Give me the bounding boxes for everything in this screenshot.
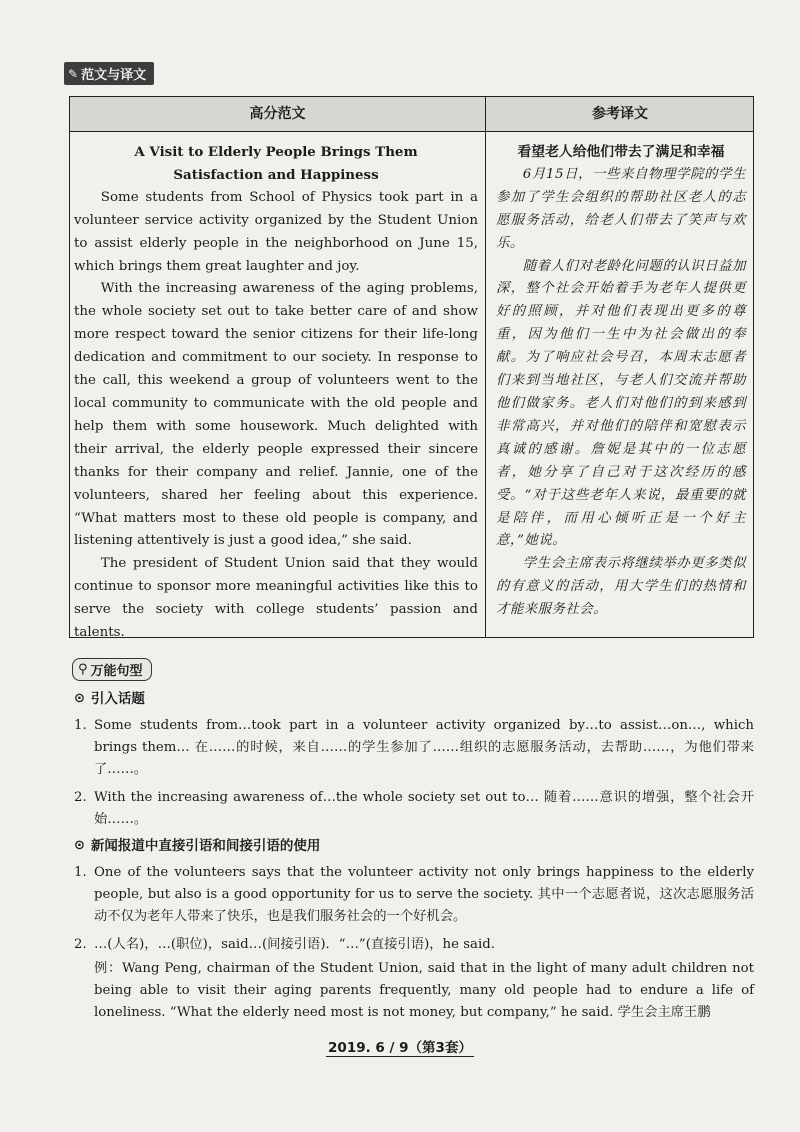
translation-paragraph-3: 学生会主席表示将继续举办更多类似的有意义的活动，用大学生们的热情和才能来服务社会。 [496, 556, 746, 618]
header-right: 参考译文 [592, 106, 648, 122]
essay-paragraph-3: The president of Student Union said that they would continue to sponsor more meaningful activities like this to serve the society with college students’ passion and talents. [74, 556, 478, 641]
example-item [74, 958, 754, 1024]
translation-paragraph-2: 随着人们对老龄化问题的认识日益加深，整个社会开始着手为老年人提供更好的照顾，并对他们表现出更多的尊重，因为他们一生中为社会做出的奉献。为了响应社会号召，本周末志愿者们来到当地社区，与老人们交流并帮助他们做家务。老人们对他们的到来感到非常高兴，并对他们的陪伴和宽慰表示真诚的感谢。詹妮是其中的一位志愿者，她分享了自己对于这次经历的感受。“对于这些老年人来说，最重要的就是陪伴，而用心倾听正是一个好主意，”她说。 [496, 258, 746, 549]
list-item [74, 787, 754, 831]
patterns-tag-label: 万能句型 [90, 664, 143, 679]
chinese-translation [496, 141, 746, 622]
example-text: 例：Wang Peng, chairman of the Student Union, said that in the light of many adult children not being able to visit their aging parents frequently, many old people had to endure a life of loneliness. “What the elderly need most is not money, but company,” he said. 学生会主席王鹏 [94, 961, 754, 1020]
item-text: With the increasing awareness of…the whole society set out to… 随着……意识的增强，整个社会开始……。 [94, 790, 754, 827]
item-text: …(人名)，…(职位)，said…(间接引语)．“…”(直接引语)，he said. [94, 937, 495, 952]
item-text: One of the volunteers says that the volunteer activity not only brings happiness to the elderly people, but also is a good opportunity for us to serve the society. 其中一个志愿者说，这次志愿服务活动不仅为老年人带来了快乐，也是我们服务社会的一个好机会。 [94, 865, 754, 924]
header-left: 高分范文 [249, 106, 306, 122]
magnifier-icon: ⚲ [78, 662, 88, 677]
list-item [74, 862, 754, 928]
heading-intro-topic-label: 引入话题 [90, 691, 145, 707]
page-footer [0, 1036, 800, 1056]
target-icon: ⊙ [74, 838, 85, 853]
list-item [74, 934, 754, 956]
item-number: 2. [74, 790, 87, 805]
essay-paragraph-1: Some students from School of Physics took part in a volunteer service activity organized by the Student Union to assist elderly people in the neighborhood on June 15, which brings them great laughter and joy. [74, 189, 478, 274]
heading-quotes [74, 835, 754, 857]
pattern-section-1 [74, 688, 754, 831]
patterns-tag [72, 658, 152, 681]
item-text: Some students from…took part in a volunteer activity organized by…to assist…on…, which brings them… 在……的时候，来自……的学生参加了……组织的志愿服务活动，去帮助……，为他们带来了……。 [94, 718, 754, 777]
table-header [70, 97, 753, 132]
section-tag-label: 范文与译文 [81, 68, 147, 83]
heading-intro-topic [74, 688, 754, 710]
page-number: 2019. 6 / 9（第3套） [328, 1040, 472, 1056]
essay-paragraph-2: With the increasing awareness of the aging problems, the whole society set out to take better care of and show more respect toward the senior citizens for their life-long dedication and commitment to our society. In response to the call, this weekend a group of volunteers went to the local community to communicate with the old people and help them with some housework. Much delighted with their arrival, the elderly people expressed their sincere thanks for their company and relief. Jannie, one of the volunteers, shared her feeling about this experience. “What matters most to these old people is company, and listening attentively is just a good idea,” she said. [74, 281, 478, 549]
translation-title: 看望老人给他们带去了满足和幸福 [517, 144, 725, 160]
section-tag [64, 62, 154, 85]
item-number: 2. [74, 937, 87, 952]
column-divider [485, 97, 486, 637]
list-item [74, 715, 754, 781]
item-number: 1. [74, 865, 87, 880]
translation-paragraph-1: 6月15日，一些来自物理学院的学生参加了学生会组织的帮助社区老人的志愿服务活动，给老人们带去了笑声与欢乐。 [496, 166, 746, 251]
heading-quotes-label: 新闻报道中直接引语和间接引语的使用 [90, 838, 321, 854]
pattern-section-2 [74, 835, 754, 1024]
target-icon: ⊙ [74, 691, 85, 706]
essay-title-line-1: A Visit to Elderly People Brings Them [134, 144, 418, 160]
item-number: 1. [74, 718, 87, 733]
essay-table [69, 96, 754, 641]
essay-title-line-2: Satisfaction and Happiness [173, 166, 379, 183]
english-essay [74, 141, 478, 645]
book-icon: ✎ [68, 66, 79, 81]
